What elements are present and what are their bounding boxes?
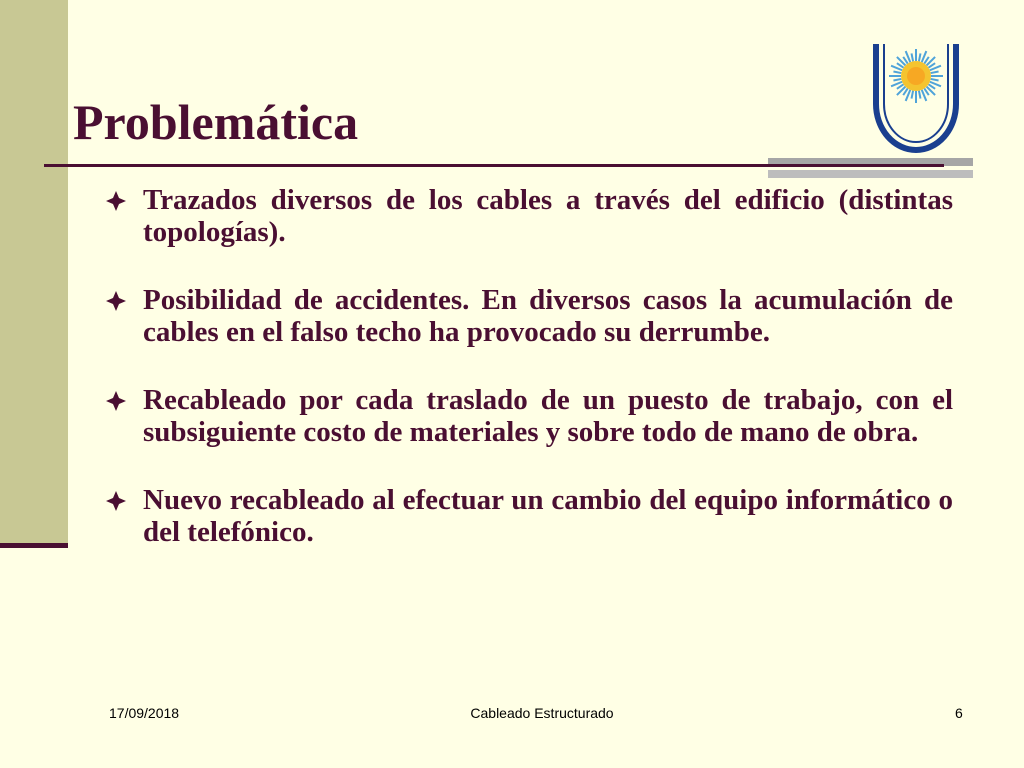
logo-sun-ray bbox=[893, 79, 901, 81]
bullet-text: Posibilidad de accidentes. En diversos casos la acumulación de cables en el falso techo ha provocado su derrumbe. bbox=[143, 284, 953, 348]
bullet-list bbox=[105, 184, 953, 584]
left-band-rule bbox=[0, 543, 68, 548]
diamond-bullet-icon bbox=[105, 490, 127, 512]
diamond-bullet-icon bbox=[105, 190, 127, 212]
logo-sun-ray bbox=[931, 79, 939, 81]
title-underline bbox=[44, 164, 944, 167]
logo-sun-ray bbox=[919, 91, 921, 99]
logo-sun-center bbox=[907, 67, 925, 85]
bullet-item bbox=[105, 284, 953, 348]
logo-sun-ray bbox=[919, 53, 921, 61]
footer-page-number: 6 bbox=[955, 705, 963, 721]
bullet-text: Trazados diversos de los cables a través del edificio (distintas topologías). bbox=[143, 184, 953, 248]
logo-sun-ray bbox=[893, 72, 901, 74]
logo-sun-ray bbox=[912, 53, 914, 61]
footer-title: Cableado Estructurado bbox=[470, 705, 614, 721]
bullet-item bbox=[105, 184, 953, 248]
bullet-text: Nuevo recableado al efectuar un cambio del equipo informático o del telefónico. bbox=[143, 484, 953, 548]
left-decorative-band bbox=[0, 0, 68, 546]
title-gray-bar-lower bbox=[768, 170, 973, 178]
diamond-bullet-icon bbox=[105, 390, 127, 412]
bullet-text: Recableado por cada traslado de un puesto de trabajo, con el subsiguiente costo de materiales y sobre todo de mano de obra. bbox=[143, 384, 953, 448]
logo-sun-ray bbox=[931, 72, 939, 74]
slide-title: Problemática bbox=[73, 94, 359, 150]
footer-date: 17/09/2018 bbox=[109, 705, 180, 721]
logo-sun-ray bbox=[912, 91, 914, 99]
bullet-item bbox=[105, 384, 953, 448]
bullet-item bbox=[105, 484, 953, 548]
diamond-bullet-icon bbox=[105, 290, 127, 312]
university-sun-logo bbox=[868, 42, 964, 154]
